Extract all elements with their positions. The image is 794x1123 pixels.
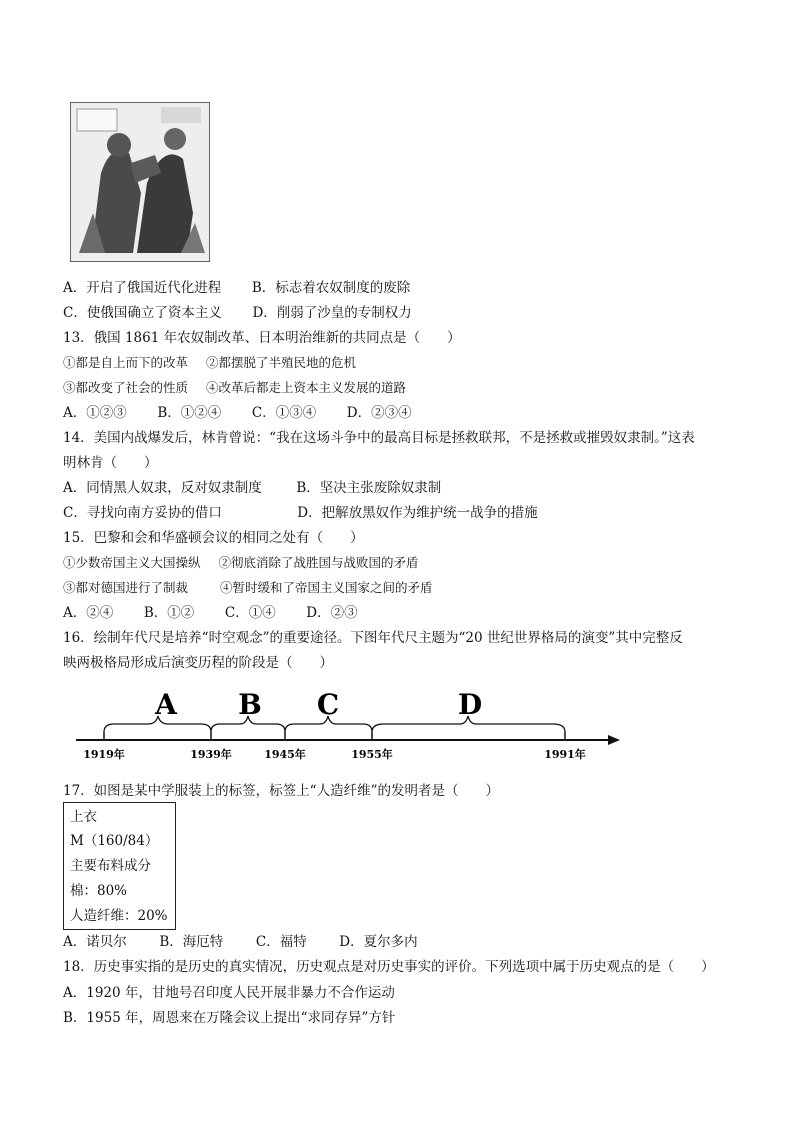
q13-stem: 13．俄国 1861 年农奴制改革、日本明治维新的共同点是（ ） (63, 330, 461, 346)
q17-stem: 17．如图是某中学服装上的标签，标签上“人造纤维”的发明者是（ ） (63, 783, 499, 799)
q14-option-c[interactable]: C．寻找向南方妥协的借口 (63, 505, 222, 521)
historical-illustration (70, 102, 210, 262)
q15-option-b[interactable]: B．①② (143, 605, 195, 621)
q14-options-row1 (63, 479, 441, 497)
q15-items-row1 (63, 554, 419, 572)
segment-label-a: A (155, 688, 177, 721)
q14-option-d[interactable]: D．把解放黑奴作为维护统一战争的措施 (297, 505, 538, 521)
tick-label-1919: 1919年 (83, 748, 125, 761)
q17-option-d[interactable]: D．夏尔多内 (339, 934, 418, 950)
q17-options (63, 933, 418, 951)
q18-option-a[interactable]: A．1920 年，甘地号召印度人民开展非暴力不合作运动 (63, 985, 395, 1001)
q13-items-row2 (63, 379, 406, 397)
q17-option-a[interactable]: A．诺贝尔 (63, 934, 127, 950)
q13-item-2: ②都摆脱了半殖民地的危机 (205, 355, 356, 370)
q15-options (63, 604, 358, 622)
q13-option-b[interactable]: B．①②④ (157, 405, 222, 421)
q13-item-3: ③都改变了社会的性质 (63, 380, 189, 395)
segment-label-b: B (238, 688, 262, 721)
q12-option-a[interactable]: A．开启了俄国近代化进程 (63, 280, 222, 296)
q15-items-row2 (63, 579, 433, 597)
q15-item-1: ①少数帝国主义大国操纵 (63, 555, 201, 570)
timeline-arrow-icon (608, 735, 620, 745)
clothing-tag (63, 802, 176, 930)
q15-option-c[interactable]: C．①④ (224, 605, 276, 621)
q18-stem: 18．历史事实指的是历史的真实情况，历史观点是对历史事实的评价。下列选项中属于历史观点的是（ ） (63, 959, 715, 975)
tick-label-1945: 1945年 (264, 748, 306, 761)
tag-line-3: 主要布料成分 (70, 858, 151, 874)
q17-option-c[interactable]: C．福特 (255, 934, 307, 950)
q12-option-c[interactable]: C．使俄国确立了资本主义 (63, 305, 222, 321)
tag-line-2: M（160/84） (70, 833, 159, 849)
q12-options-row1 (63, 279, 410, 297)
q15-item-2: ②彻底消除了战胜国与战败国的矛盾 (218, 555, 419, 570)
segment-label-c: C (316, 688, 340, 721)
q16-stem-line1: 16．绘制年代尺是培养“时空观念”的重要途径。下图年代尺主题为“20 世纪世界格局的演变”其中完整反 (63, 630, 683, 646)
timeline-svg (70, 684, 630, 764)
q12-options-row2 (63, 304, 412, 322)
q15-stem: 15．巴黎和会和华盛顿会议的相同之处有（ ） (63, 530, 364, 546)
q13-option-d[interactable]: D．②③④ (346, 405, 412, 421)
q15-item-4: ④暂时缓和了帝国主义国家之间的矛盾 (219, 580, 433, 595)
q15-item-3: ③都对德国进行了制裁 (63, 580, 189, 595)
q14-stem-line2: 明林肯（ ） (63, 455, 158, 471)
q13-option-a[interactable]: A．①②③ (63, 405, 127, 421)
segment-label-d: D (457, 688, 483, 721)
q13-items-row1 (63, 354, 356, 372)
tag-line-5: 人造纤维：20% (70, 908, 168, 924)
q17-option-b[interactable]: B．海厄特 (159, 934, 224, 950)
tag-line-4: 棉：80% (70, 883, 128, 899)
q12-option-d[interactable]: D．削弱了沙皇的专制权力 (252, 305, 412, 321)
q14-stem-line1: 14．美国内战爆发后，林肯曾说：“我在这场斗争中的最高目标是拯救联邦，不是拯救或摧毁奴隶制。”这表 (63, 430, 695, 446)
q13-item-1: ①都是自上而下的改革 (63, 355, 189, 370)
q13-item-4: ④改革后都走上资本主义发展的道路 (205, 380, 406, 395)
q13-options (63, 404, 412, 422)
q14-options-row2 (63, 504, 538, 522)
timeline-figure (70, 684, 630, 764)
tick-label-1955: 1955年 (351, 748, 393, 761)
q15-option-a[interactable]: A．②④ (63, 605, 114, 621)
q14-option-b[interactable]: B．坚决主张废除奴隶制 (296, 480, 442, 496)
q12-option-b[interactable]: B．标志着农奴制度的废除 (251, 280, 411, 296)
q13-option-c[interactable]: C．①③④ (251, 405, 317, 421)
tag-line-1: 上衣 (70, 809, 97, 825)
q16-stem-line2: 映两极格局形成后演变历程的阶段是（ ） (63, 655, 333, 671)
q18-option-b[interactable]: B．1955 年，周恩来在万隆会议上提出“求同存异”方针 (63, 1010, 396, 1026)
tick-label-1991: 1991年 (544, 748, 586, 761)
tick-label-1939: 1939年 (190, 748, 232, 761)
q15-option-d[interactable]: D．②③ (306, 605, 358, 621)
q14-option-a[interactable]: A．同情黑人奴隶，反对奴隶制度 (63, 480, 262, 496)
illustration-drawing (71, 103, 209, 261)
